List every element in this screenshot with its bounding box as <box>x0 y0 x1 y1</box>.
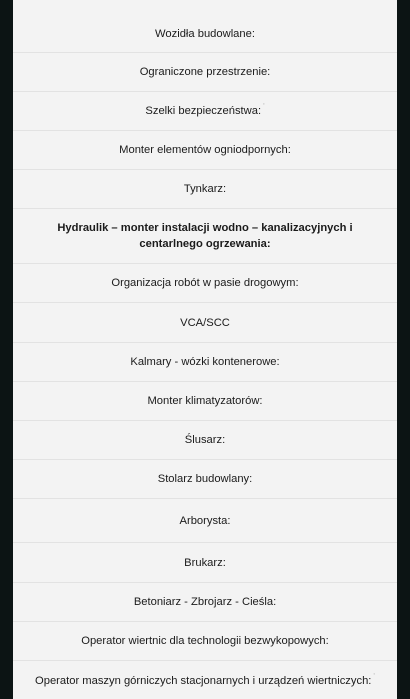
list-item[interactable] <box>13 382 397 421</box>
list-item[interactable] <box>13 583 397 622</box>
list-item-label: Operator maszyn górniczych stacjonarnych i urządzeń wiertniczych: <box>35 674 372 687</box>
list-item-label: Operator wiertnic dla technologii bezwykopowych: <box>81 635 329 647</box>
list-item-label: Betoniarz - Zbrojarz - Cieśla: <box>133 596 277 608</box>
list-item[interactable] <box>13 209 397 264</box>
list-item[interactable] <box>13 421 397 460</box>
list-item-label: Ślusarz: <box>184 434 226 446</box>
list-item[interactable] <box>13 460 397 499</box>
list-item[interactable] <box>13 622 397 661</box>
list-item-label: Stolarz budowlany: <box>157 473 253 485</box>
list-item-label: Tynkarz: <box>183 183 227 195</box>
list-item[interactable] <box>13 303 397 343</box>
list-item-label: Ograniczone przestrzenie: <box>139 66 271 78</box>
list-item-label: Monter klimatyzatorów: <box>147 395 263 407</box>
corner-mark-icon: ' <box>263 102 265 111</box>
list-item-label: Brukarz: <box>184 556 226 569</box>
list-item[interactable] <box>13 661 397 699</box>
list-item[interactable] <box>13 264 397 303</box>
list-item-label: Wozidła budowlane: <box>155 27 255 40</box>
list-item[interactable] <box>13 53 397 92</box>
list-item[interactable] <box>13 92 397 131</box>
corner-mark-icon: ' <box>373 671 375 681</box>
list-item-label: Organizacja robót w pasie drogowym: <box>111 277 299 289</box>
list-item[interactable] <box>13 15 397 53</box>
list-item-label: Kalmary - wózki kontenerowe: <box>130 356 280 368</box>
list-item[interactable] <box>13 131 397 170</box>
list-item-label: Hydraulik – monter instalacji wodno – kanalizacyjnych i centarlnego ogrzewania: <box>57 222 353 250</box>
list-item-label: Monter elementów ogniodpornych: <box>119 144 291 156</box>
list-item-label: Arborysta: <box>179 514 231 527</box>
list-item[interactable] <box>13 543 397 583</box>
list-item-label: VCA/SCC <box>180 316 230 329</box>
course-list <box>13 0 397 699</box>
list-item[interactable] <box>13 170 397 209</box>
list-item[interactable] <box>13 499 397 543</box>
list-item[interactable] <box>13 343 397 382</box>
list-item-label: Szelki bezpieczeństwa: <box>145 105 262 117</box>
